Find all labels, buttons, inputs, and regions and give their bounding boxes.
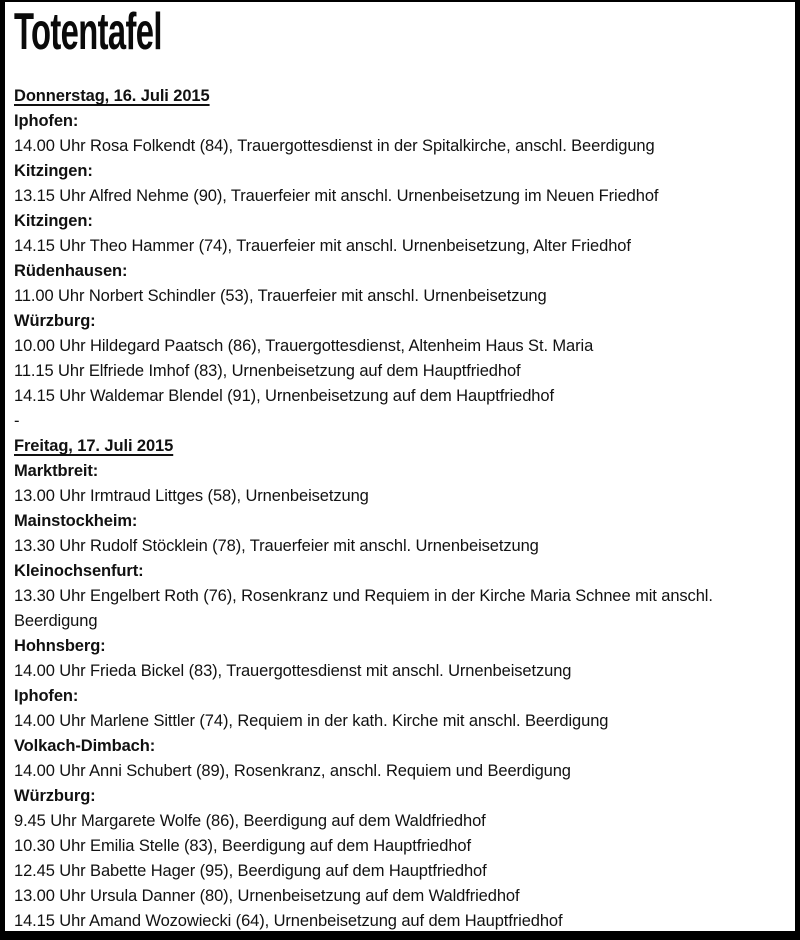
event-line: 10.00 Uhr Hildegard Paatsch (86), Trauergottesdienst, Altenheim Haus St. Maria <box>14 337 594 355</box>
event-line: 13.15 Uhr Alfred Nehme (90), Trauerfeier mit anschl. Urnenbeisetzung im Neuen Friedhof <box>14 187 659 205</box>
place-heading: Hohnsberg: <box>14 637 106 655</box>
event-line: 14.00 Uhr Rosa Folkendt (84), Trauergottesdienst in der Spitalkirche, anschl. Beerdigung <box>14 137 655 155</box>
event-line: 12.45 Uhr Babette Hager (95), Beerdigung auf dem Hauptfriedhof <box>14 862 487 880</box>
event-line: 14.15 Uhr Waldemar Blendel (91), Urnenbeisetzung auf dem Hauptfriedhof <box>14 387 554 405</box>
place-heading: Rüdenhausen: <box>14 262 128 280</box>
event-line: 9.45 Uhr Margarete Wolfe (86), Beerdigung auf dem Waldfriedhof <box>14 812 486 830</box>
place-heading: Würzburg: <box>14 787 96 805</box>
sections-container <box>14 84 793 934</box>
event-line: 13.30 Uhr Engelbert Roth (76), Rosenkranz und Requiem in der Kirche Maria Schnee mit anschl. Beerdigung <box>14 587 713 630</box>
event-line: 11.15 Uhr Elfriede Imhof (83), Urnenbeisetzung auf dem Hauptfriedhof <box>14 362 521 380</box>
event-line: 10.30 Uhr Emilia Stelle (83), Beerdigung auf dem Hauptfriedhof <box>14 837 471 855</box>
page-title: Totentafel <box>14 3 162 61</box>
event-line: 13.30 Uhr Rudolf Stöcklein (78), Trauerfeier mit anschl. Urnenbeisetzung <box>14 537 539 555</box>
place-heading: Kleinochsenfurt: <box>14 562 144 580</box>
event-line: 11.00 Uhr Norbert Schindler (53), Trauerfeier mit anschl. Urnenbeisetzung <box>14 287 547 305</box>
date-heading: Donnerstag, 16. Juli 2015 <box>14 87 210 105</box>
event-line: 14.15 Uhr Amand Wozowiecki (64), Urnenbeisetzung auf dem Hauptfriedhof <box>14 912 563 930</box>
place-heading: Mainstockheim: <box>14 512 138 530</box>
place-heading: Volkach-Dimbach: <box>14 737 156 755</box>
date-heading: Freitag, 17. Juli 2015 <box>14 437 174 455</box>
place-heading: Kitzingen: <box>14 212 93 230</box>
event-line: 13.00 Uhr Ursula Danner (80), Urnenbeisetzung auf dem Waldfriedhof <box>14 887 520 905</box>
event-line: 13.00 Uhr Irmtraud Littges (58), Urnenbeisetzung <box>14 487 369 505</box>
place-heading: Iphofen: <box>14 687 79 705</box>
event-line: 14.00 Uhr Frieda Bickel (83), Trauergottesdienst mit anschl. Urnenbeisetzung <box>14 662 572 680</box>
section-separator: - <box>14 412 20 430</box>
place-heading: Würzburg: <box>14 312 96 330</box>
event-line: 14.00 Uhr Anni Schubert (89), Rosenkranz, anschl. Requiem und Beerdigung <box>14 762 571 780</box>
event-line: 14.00 Uhr Marlene Sittler (74), Requiem in der kath. Kirche mit anschl. Beerdigung <box>14 712 609 730</box>
place-heading: Iphofen: <box>14 112 79 130</box>
event-line: 14.15 Uhr Theo Hammer (74), Trauerfeier mit anschl. Urnenbeisetzung, Alter Friedhof <box>14 237 631 255</box>
place-heading: Kitzingen: <box>14 162 93 180</box>
place-heading: Marktbreit: <box>14 462 99 480</box>
